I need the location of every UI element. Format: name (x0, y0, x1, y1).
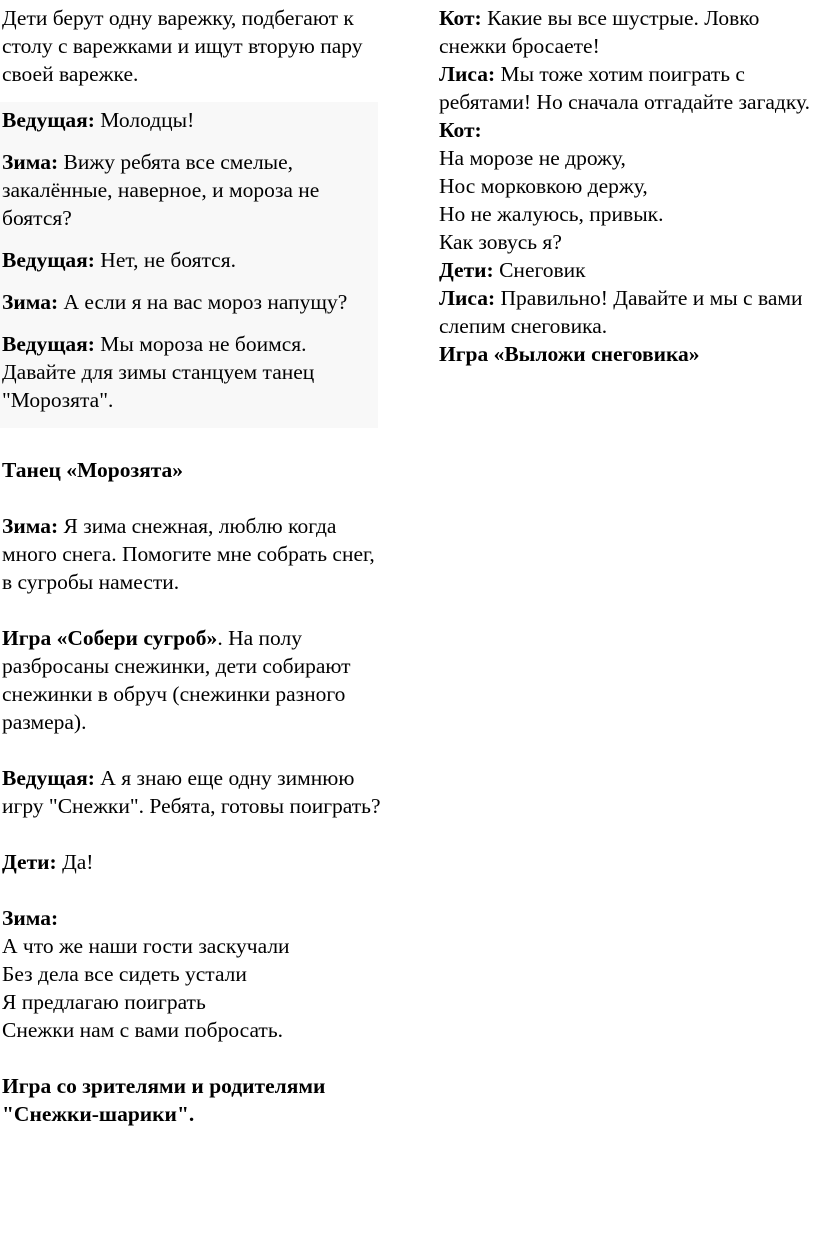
line-text: Я зима снежная, люблю когда много снега. Помогите мне собрать снег, в сугробы намести. (2, 514, 375, 594)
line-text: А если я на вас мороз напущу? (58, 290, 348, 314)
line-text: Снеговик (493, 258, 586, 282)
line-text: Молодцы! (94, 108, 195, 132)
line-text: А я знаю еще одну зимнюю игру "Снежки". Ребята, готовы поиграть? (2, 766, 381, 818)
line-text: Мы тоже хотим поиграть с ребятами! Но сначала отгадайте загадку. (439, 62, 810, 114)
speaker-name: Ведущая: (2, 248, 95, 272)
speaker-name: Дети: (2, 850, 57, 874)
line-text: Вижу ребята все смелые, закалённые, наверное, и мороза не боятся? (2, 150, 320, 230)
dialogue-line (2, 246, 378, 274)
speaker-name: Зима: (2, 906, 59, 930)
speaker-name: Ведущая: (2, 766, 95, 790)
dialogue-line (2, 764, 382, 820)
dialogue-line (2, 106, 378, 134)
riddle-line: Но не жалуюсь, привык. (439, 202, 664, 226)
game-description (2, 624, 382, 736)
dance-title (2, 456, 382, 484)
intro-paragraph: Дети берут одну варежку, подбегают к столу с варежками и ищут вторую пару своей варежке. (2, 6, 363, 86)
final-game-title (439, 340, 814, 368)
line-text: Да! (56, 850, 94, 874)
poem-line: Снежки нам с вами побросать. (2, 1018, 284, 1042)
dialogue-line (439, 4, 814, 60)
dialogue-line (439, 60, 814, 116)
right-column (439, 4, 814, 368)
speaker-name: Ведущая: (2, 332, 95, 356)
speaker-name: Зима: (2, 514, 59, 538)
line-text: Нет, не боятся. (94, 248, 236, 272)
line-text: Мы мороза не боимся. Давайте для зимы станцуем танец "Морозята". (2, 332, 315, 412)
dialogue-line (2, 148, 378, 232)
speaker-name: Зима: (2, 150, 59, 174)
left-column (2, 4, 382, 1128)
dialogue-line (2, 330, 378, 414)
speaker-name: Лиса: (439, 62, 496, 86)
line-text: Правильно! Давайте и мы с вами слепим снеговика. (439, 286, 803, 338)
speaker-name: Кот: (439, 6, 482, 30)
speaker-heading (439, 116, 814, 144)
speaker-heading (2, 904, 382, 932)
game-text: . На полу разбросаны снежинки, дети собирают снежинки в обруч (снежинки разного размера). (2, 626, 351, 734)
speaker-name: Лиса: (439, 286, 496, 310)
dialogue-line (439, 284, 814, 340)
final-game-text: Игра со зрителями и родителями "Снежки-шарики". (2, 1074, 326, 1126)
poem-line: Без дела все сидеть устали (2, 962, 247, 986)
shaded-dialogue-block (0, 102, 378, 428)
poem-line: Я предлагаю поиграть (2, 990, 206, 1014)
game-title: Игра «Собери сугроб» (2, 626, 218, 650)
speaker-name: Кот: (439, 118, 482, 142)
speaker-name: Зима: (2, 290, 59, 314)
line-text: Какие вы все шустрые. Ловко снежки бросаете! (439, 6, 760, 58)
riddle-line: Нос морковкою держу, (439, 174, 648, 198)
riddle-line: На морозе не дрожу, (439, 146, 626, 170)
poem-line: А что же наши гости заскучали (2, 934, 290, 958)
riddle-line: Как зовусь я? (439, 230, 562, 254)
speaker-name: Дети: (439, 258, 494, 282)
final-game-title (2, 1072, 382, 1128)
speaker-name: Ведущая: (2, 108, 95, 132)
dialogue-line (2, 512, 382, 596)
dance-title-text: Танец «Морозята» (2, 458, 184, 482)
dialogue-line (2, 848, 382, 876)
final-game-text: Игра «Выложи снеговика» (439, 342, 700, 366)
dialogue-line (2, 288, 378, 316)
dialogue-line (439, 256, 814, 284)
